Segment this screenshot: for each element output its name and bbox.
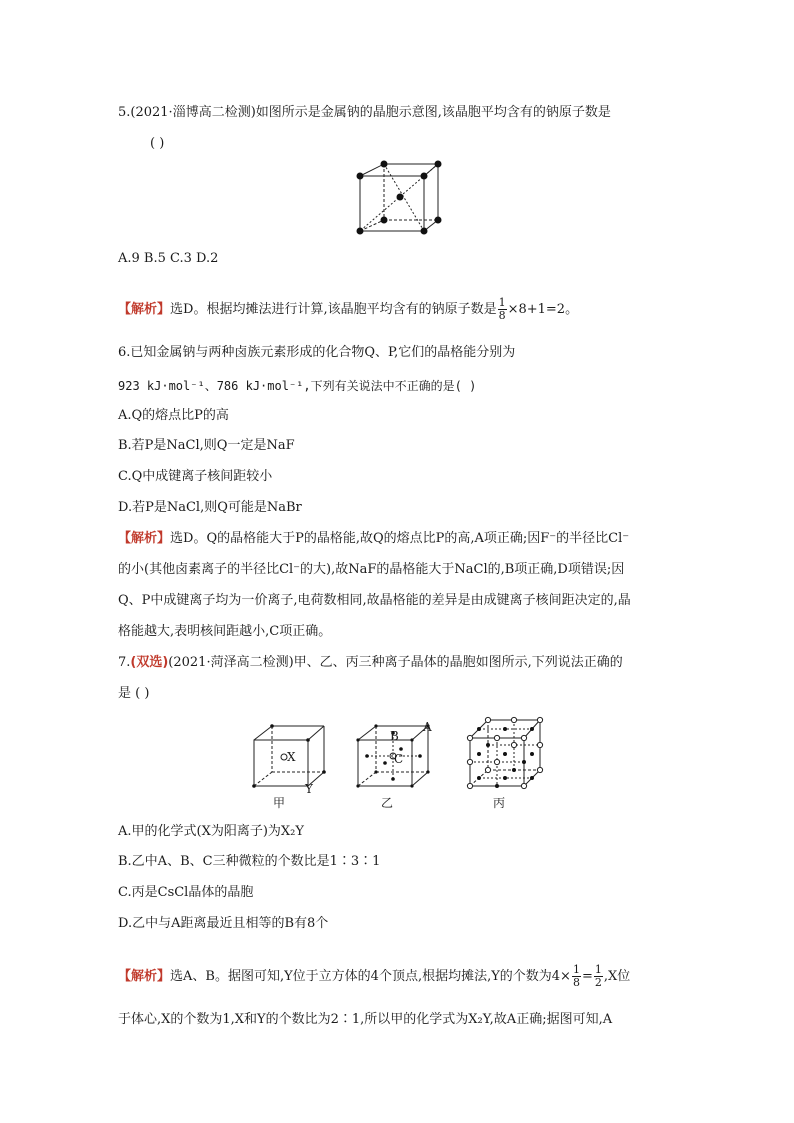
fraction-numerator: 1 <box>594 963 602 976</box>
q7-option-c: C.丙是CsCl晶体的晶胞 <box>118 885 254 900</box>
q6-analysis-line1 <box>118 531 629 547</box>
fraction <box>498 297 507 322</box>
q5-analysis-tail: ×8+1=2。 <box>507 302 579 317</box>
yi-label-a: A <box>423 720 432 734</box>
jia-label-x: X <box>287 750 296 764</box>
fraction-numerator: 1 <box>498 296 506 309</box>
q7-figure-bing <box>466 714 546 790</box>
q6-analysis-line3: Q、P中成键离子均为一价离子,电荷数相同,故晶格能的差异是由成键离子核间距决定的,晶 <box>118 593 631 608</box>
fraction <box>594 964 603 989</box>
q7-analysis-text-1: 选A、B。据图可知,Y位于立方体的4个顶点,根据均摊法,Y的个数为4× <box>170 969 571 984</box>
q7-analysis-tail: ,X位 <box>603 969 631 984</box>
q6-analysis-line4: 格能越大,表明核间距越小,C项正确。 <box>118 624 332 639</box>
q6-option-a: A.Q的熔点比P的高 <box>118 408 229 423</box>
jia-label-y: Y <box>305 782 313 796</box>
q6-stem-line1: 6.已知金属钠与两种卤族元素形成的化合物Q、P,它们的晶格能分别为 <box>118 345 516 360</box>
yi-label-b: B <box>390 729 399 743</box>
figure-caption-bing: 丙 <box>493 796 506 810</box>
analysis-tag: 【解析】 <box>118 969 171 984</box>
q7-option-d: D.乙中与A距离最近且相等的B有8个 <box>118 916 329 931</box>
equals-sign: = <box>581 969 593 984</box>
q6-option-b: B.若P是NaCl,则Q一定是NaF <box>118 438 295 453</box>
q5-answer-paren: ( ) <box>150 136 165 151</box>
q7-option-b: B.乙中A、B、C三种微粒的个数比是1∶3∶1 <box>118 854 381 869</box>
q7-analysis-line1 <box>118 964 630 989</box>
fraction-numerator: 1 <box>572 963 580 976</box>
q5-analysis-text: 选D。根据均摊法进行计算,该晶胞平均含有的钠原子数是 <box>170 302 497 317</box>
figure-caption-yi: 乙 <box>381 796 394 810</box>
fraction-denominator: 2 <box>594 976 602 989</box>
yi-label-c: C <box>394 752 404 766</box>
q5-unit-cell-figure <box>350 158 450 236</box>
analysis-tag: 【解析】 <box>118 302 171 317</box>
q6-analysis-text-1: 选D。Q的晶格能大于P的晶格能,故Q的熔点比P的高,A项正确;因F⁻的半径比Cl⁻ <box>170 531 630 546</box>
analysis-tag: 【解析】 <box>118 531 171 546</box>
figure-caption-jia: 甲 <box>273 796 286 810</box>
q5-stem: 5.(2021·淄博高二检测)如图所示是金属钠的晶胞示意图,该晶胞平均含有的钠原子数是 <box>118 105 611 120</box>
q6-option-c: C.Q中成键离子核间距较小 <box>118 469 273 484</box>
double-choice-tag: (双选) <box>130 655 169 670</box>
fraction <box>572 964 581 989</box>
q6-option-d: D.若P是NaCl,则Q可能是NaBr <box>118 500 302 515</box>
q6-stem-line2: 923 kJ·mol⁻¹、786 kJ·mol⁻¹,下列有关说法中不正确的是( ) <box>118 379 477 393</box>
q7-option-a: A.甲的化学式(X为阳离子)为X₂Y <box>118 824 304 839</box>
q7-analysis-line2: 于体心,X的个数为1,X和Y的个数比为2∶1,所以甲的化学式为X₂Y,故A正确;据图可知,A <box>118 1012 613 1027</box>
fraction-denominator: 8 <box>498 309 506 322</box>
q6-analysis-line2: 的小(其他卤素离子的半径比Cl⁻的大),故NaF的晶格能大于NaCl的,B项正确,D项错误;因 <box>118 562 625 577</box>
fraction-denominator: 8 <box>572 976 580 989</box>
q5-analysis <box>118 297 578 322</box>
q7-stem-text: (2021·菏泽高二检测)甲、乙、丙三种离子晶体的晶胞如图所示,下列说法正确的 <box>168 655 623 670</box>
q7-stem-line1 <box>118 655 623 671</box>
q7-number: 7. <box>118 655 131 670</box>
q5-options: A.9 B.5 C.3 D.2 <box>118 251 219 266</box>
q7-stem-line2: 是 ( ) <box>118 686 150 701</box>
